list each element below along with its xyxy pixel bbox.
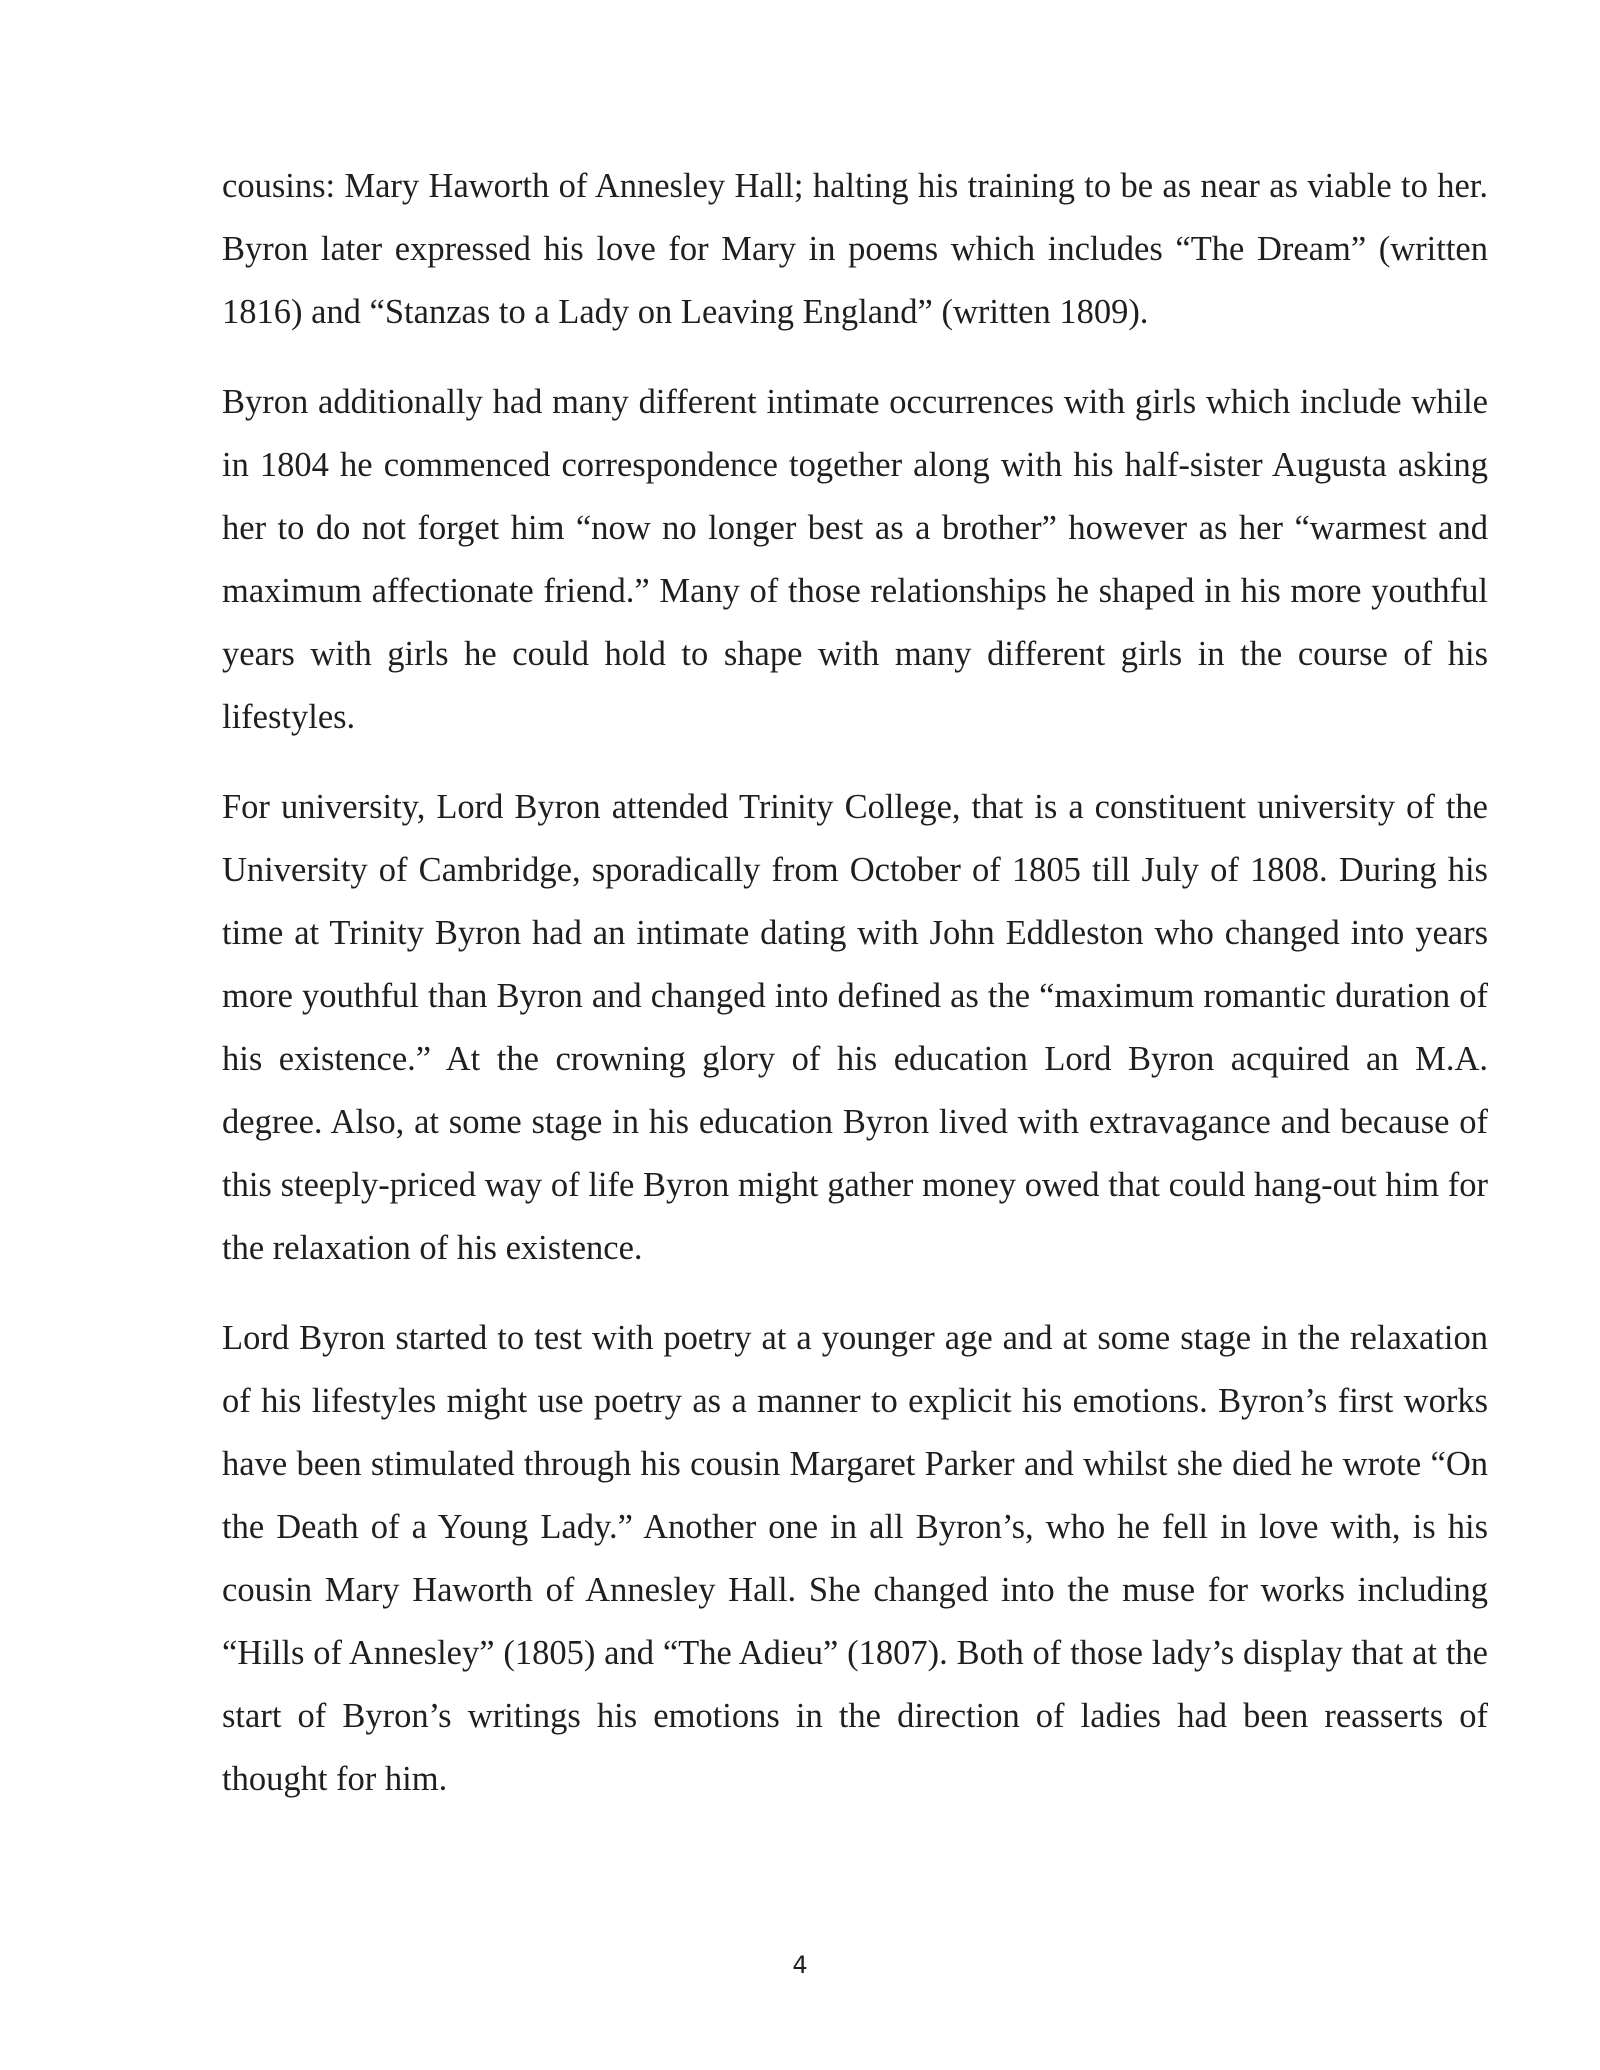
paragraph-4: Lord Byron started to test with poetry at a younger age and at some stage in the relaxation of his lifestyles might use poetry as a manner to explicit his emotions. Byron’s first works have been stimulated through his cousin Margaret Parker and whilst she died he wrote “On the Death of a Young Lady.” Another one in all Byron’s, who he fell in love with, is his cousin Mary Haworth of Annesley Hall. She changed into the muse for works including “Hills of Annesley” (1805) and “The Adieu” (1807). Both of those lady’s display that at the start of Byron’s writings his emotions in the direction of ladies had been reasserts of thought for him. (222, 1319, 1488, 1798)
page-number: 4 (792, 1951, 808, 1979)
paragraph-3: For university, Lord Byron attended Trinity College, that is a constituent university of the University of Cambridge, sporadically from October of 1805 till July of 1808. During his time at Trinity Byron had an intimate dating with John Eddleston who changed into years more youthful than Byron and changed into defined as the “maximum romantic duration of his existence.” At the crowning glory of his education Lord Byron acquired an M.A. degree. Also, at some stage in his education Byron lived with extravagance and because of this steeply-priced way of life Byron might gather money owed that could hang-out him for the relaxation of his existence. (222, 788, 1488, 1267)
paragraph-1: cousins: Mary Haworth of Annesley Hall; halting his training to be as near as viable to her. Byron later expressed his love for Mary in poems which includes “The Dream” (written 1816) and “Stanzas to a Lady on Leaving England” (written 1809). (222, 167, 1488, 331)
paragraph-2: Byron additionally had many different intimate occurrences with girls which include while in 1804 he commenced correspondence together along with his half-sister Augusta asking her to do not forget him “now no longer best as a brother” however as her “warmest and maximum affectionate friend.” Many of those relationships he shaped in his more youthful years with girls he could hold to shape with many different girls in the course of his lifestyles. (222, 383, 1488, 736)
document-body (222, 155, 1488, 1838)
